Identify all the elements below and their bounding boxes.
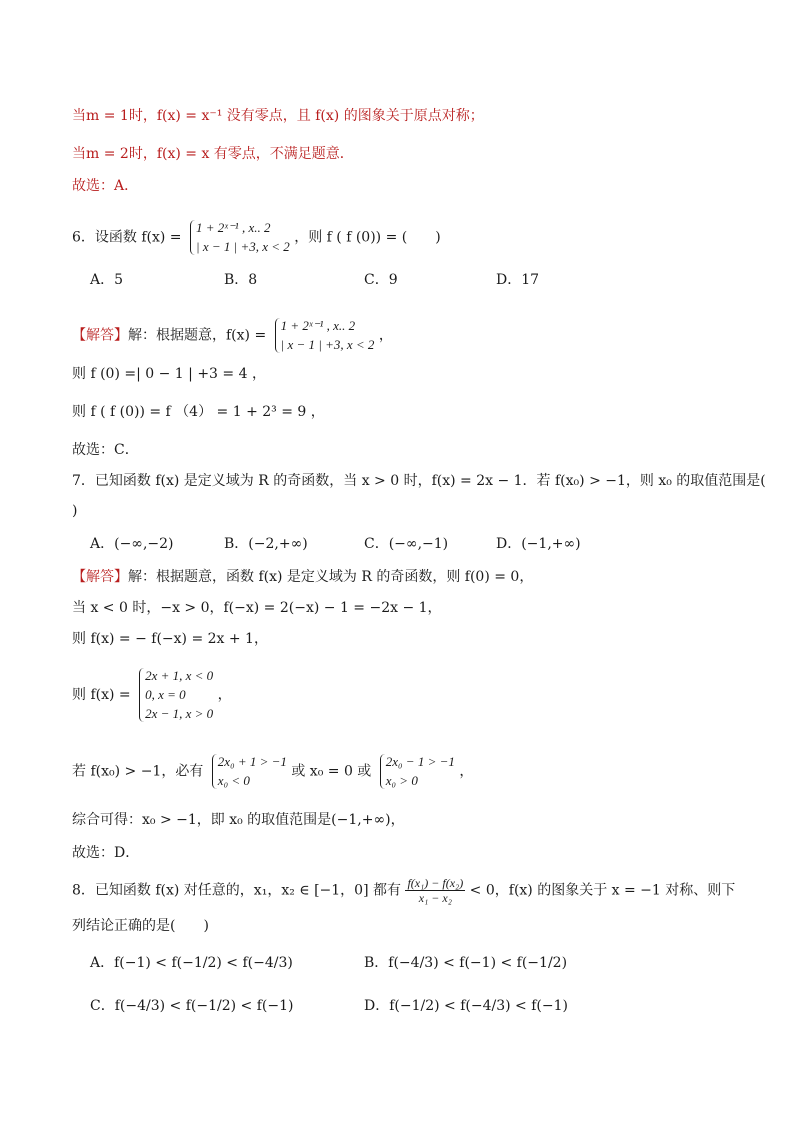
q7-stem-line1: 7．已知函数 f(x) 是定义域为 R 的奇函数，当 x > 0 时，f(x) = 2x − 1．若 f(x₀) > −1，则 x₀ 的取值范围是( <box>72 473 766 489</box>
q8-option-a: A．f(−1) < f(−1/2) < f(−4/3) <box>90 955 293 971</box>
q7-solution-tag: 【解答】 <box>72 569 128 585</box>
q7-option-d: D．(−1,+∞) <box>496 536 581 552</box>
q7-option-a: A．(−∞,−2) <box>90 536 174 552</box>
q7-piece-row: 2x + 1, x < 0 <box>145 668 214 683</box>
q7-piece-pre: 则 f(x) = <box>72 687 131 703</box>
q5-answer: 故选：A． <box>72 178 139 194</box>
q6-solution-text: 解：根据题意，f(x) = <box>128 327 267 344</box>
q6-step1: 则 f (0) =| 0 − 1 | +3 = 4 ， <box>72 366 266 382</box>
q8-stem-post: < 0，f(x) 的图象关于 x = −1 对称、则下 <box>469 882 736 899</box>
q8-frac-num: f(x₁) − f(x₂) <box>407 876 464 890</box>
q8-stem-pre: 8．已知函数 f(x) 对任意的，x₁，x₂ ∈ [−1，0] 都有 <box>72 882 402 899</box>
q6-solution-piecewise <box>271 316 375 355</box>
q5-line-m2: 当m = 2时，f(x) = x 有零点，不满足题意． <box>72 146 354 162</box>
q6-solution-case2: | x − 1 | +3, x < 2 <box>280 337 375 352</box>
q7-solution-intro <box>72 567 533 587</box>
q8-stem-line2: 列结论正确的是( ) <box>72 918 209 934</box>
q7-cond-mid: 或 x₀ = 0 或 <box>291 763 372 780</box>
q7-cond-pre: 若 f(x₀) > −1，必有 <box>72 763 204 780</box>
q5-line-m1: 当m = 1时，f(x) = x⁻¹ 没有零点，且 f(x) 的图象关于原点对称； <box>72 108 484 124</box>
q7-piecewise <box>135 666 213 724</box>
q7-step1: 当 x < 0 时，−x > 0，f(−x) = 2(−x) − 1 = −2x − 1， <box>72 600 442 616</box>
q6-stem-pre: 6．设函数 f(x) = <box>72 229 182 246</box>
q7-cond-system-b <box>376 752 455 791</box>
q7-cond-b-row: x₀ > 0 <box>385 773 418 788</box>
q7-step2: 则 f(x) = − f(−x) = 2x + 1， <box>72 631 268 647</box>
q8-fraction <box>405 876 465 905</box>
q6-solution-tag: 【解答】 <box>72 327 128 344</box>
q6-option-b: B．8 <box>224 272 258 288</box>
q7-option-b: B．(−2,+∞) <box>224 536 308 552</box>
q7-cond-a-row: x₀ < 0 <box>217 773 250 788</box>
q6-solution-case1: 1 + 2ˣ⁻¹ , x.. 2 <box>280 318 356 333</box>
q6-case2: | x − 1 | +3, x < 2 <box>196 239 290 254</box>
q8-option-c: C．f(−4/3) < f(−1/2) < f(−1) <box>90 998 294 1014</box>
q7-answer: 故选：D． <box>72 845 140 861</box>
q8-option-d: D．f(−1/2) < f(−4/3) < f(−1) <box>364 998 568 1014</box>
q7-cond-post: ， <box>459 763 474 780</box>
q6-case1: 1 + 2ˣ⁻¹ , x.. 2 <box>196 220 271 235</box>
q7-stem-line2: ) <box>72 503 78 519</box>
q6-step2: 则 f ( f (0)) = f （4） = 1 + 2³ = 9 ， <box>72 404 325 420</box>
q7-condition-line <box>72 752 473 791</box>
q7-piece-post: ， <box>217 687 232 703</box>
q6-answer: 故选：C． <box>72 442 139 458</box>
q6-stem-post: ，则 f ( f (0)) = ( ) <box>294 229 441 246</box>
q7-cond-a-row: 2x₀ + 1 > −1 <box>217 754 287 769</box>
q6-piecewise <box>186 218 290 257</box>
q6-option-c: C．9 <box>364 272 398 288</box>
q7-option-c: C．(−∞,−1) <box>364 536 449 552</box>
q7-conclusion: 综合可得：x₀ > −1，即 x₀ 的取值范围是(−1,+∞)， <box>72 812 405 828</box>
q7-piece-row: 0, x = 0 <box>145 687 186 702</box>
q8-frac-den: x₁ − x₂ <box>418 891 452 905</box>
q6-solution-end: ， <box>378 327 393 344</box>
q8-stem-line1 <box>72 876 735 905</box>
q6-option-d: D．17 <box>496 272 540 288</box>
q7-piecewise-line <box>72 666 232 724</box>
q7-solution-text: 解：根据题意，函数 f(x) 是定义域为 R 的奇函数，则 f(0) = 0， <box>128 569 534 585</box>
q6-stem <box>72 218 441 257</box>
q8-option-b: B．f(−4/3) < f(−1) < f(−1/2) <box>364 955 568 971</box>
q7-cond-system-a <box>208 752 287 791</box>
q6-solution-intro <box>72 316 393 355</box>
q7-piece-row: 2x − 1, x > 0 <box>145 706 214 721</box>
q6-option-a: A．5 <box>90 272 124 288</box>
q7-cond-b-row: 2x₀ − 1 > −1 <box>385 754 455 769</box>
